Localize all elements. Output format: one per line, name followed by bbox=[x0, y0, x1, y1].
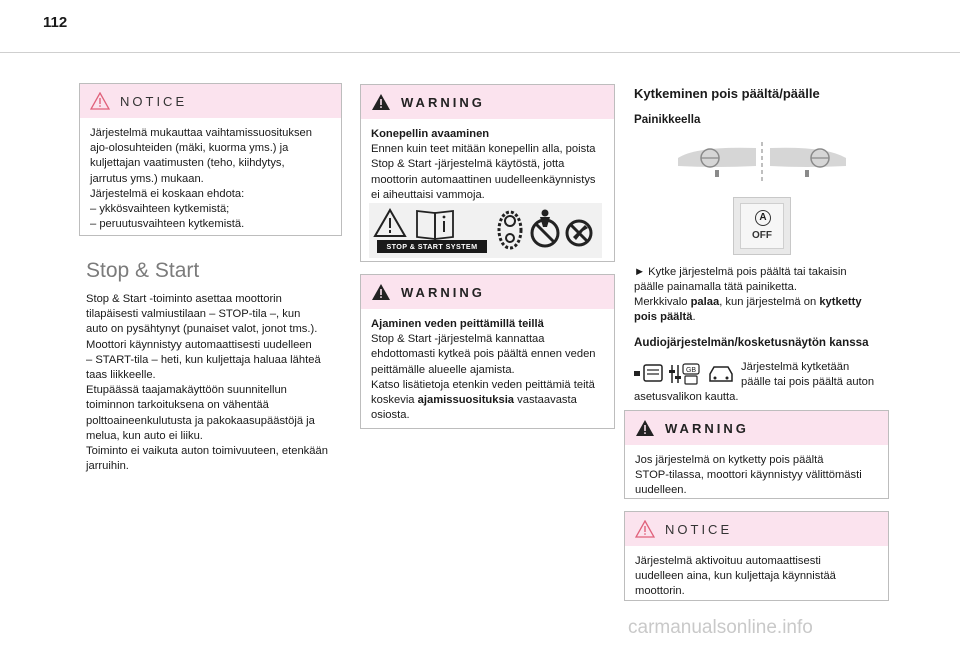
button-face bbox=[740, 203, 784, 249]
indicator-text bbox=[634, 295, 894, 325]
notice-body bbox=[80, 118, 341, 232]
indicator-text-a: Merkkivalo bbox=[634, 296, 691, 308]
warning-text: Ennen kuin teet mitään konepellin alla, poista Stop & Start -järjestelmä käytöstä, jotta moottorin automaattinen uudelleenkäynnistys ei aiheuttaisi vammoja. bbox=[371, 143, 596, 201]
warning-body-3 bbox=[625, 445, 888, 499]
notice-label-2: NOTICE bbox=[665, 521, 733, 537]
warning-title: Konepellin avaaminen bbox=[371, 128, 490, 140]
page-number: 112 bbox=[43, 14, 68, 31]
notice-triangle-icon bbox=[90, 92, 110, 110]
stop-start-off-button[interactable] bbox=[733, 197, 791, 255]
notice-triangle-icon bbox=[635, 520, 655, 538]
notice-body-2 bbox=[625, 546, 888, 600]
audio-instruction-text: Järjestelmä kytketään päälle tai pois päältä auton bbox=[741, 361, 875, 389]
indicator-text-e: . bbox=[692, 311, 696, 324]
audio-instruction-text-2: asetusvalikon kautta. bbox=[634, 391, 739, 403]
gb-screen-text: GB bbox=[685, 367, 697, 374]
warning-box-water bbox=[360, 274, 615, 429]
warning-header bbox=[361, 85, 614, 119]
warning-header-2 bbox=[361, 275, 614, 309]
heading-off-on: Kytkeminen pois päältä/päälle bbox=[634, 86, 820, 101]
warning-label: WARNING bbox=[401, 94, 485, 110]
header-divider bbox=[0, 52, 960, 53]
stop-start-description: Stop & Start -toiminto asettaa moottorin tilapäisesti valmiustilaan – STOP-tila –, kun auto on pysähtynyt (punaiset valot, jonot tms.). Moottori käynnistyy automaattisesti uudelleen – START-tila – heti, kun kuljettaja haluaa lähteä taas liikkeelle. Etupäässä taajamakäyttöön suunnitellun toiminnon tarkoituksena on vähentää polttoaineenkulutusta ja pakokaasupäästöjä ja melua, kun auto ei liiku. Toiminto ei vaikuta auton toimivuuteen, etenkään jarruihin. bbox=[86, 293, 328, 473]
settings-menu-icons bbox=[634, 362, 734, 386]
warning-text-2 bbox=[371, 332, 604, 423]
notice-text: Järjestelmä mukauttaa vaihtamissuosituksen ajo-olosuhteiden (mäki, kuorma yms.) ja kuljettajan vaatimusten (teho, kiihdytys, jarrutus yms.) mukaan. Järjestelmä ei koskaan ehdota: – ykkösvaihteen kytkemistä; – peruutusvaihteen kytkemistä. bbox=[90, 127, 312, 231]
notice-header-2 bbox=[625, 512, 888, 546]
section-title-stop-start: Stop & Start bbox=[86, 259, 200, 282]
notice-header bbox=[80, 84, 341, 118]
warning-box-stop-mode bbox=[624, 410, 889, 499]
warning-triangle-icon bbox=[635, 419, 655, 437]
subheading-audio: Audiojärjestelmän/kosketusnäytön kanssa bbox=[634, 336, 869, 349]
warning-triangle-icon bbox=[371, 283, 391, 301]
notice-label: NOTICE bbox=[120, 93, 188, 109]
warning-label-2: WARNING bbox=[401, 284, 485, 300]
warning-text-2-bold: ajamissuosituksia bbox=[417, 394, 515, 407]
warning-header-3 bbox=[625, 411, 888, 445]
warning-body-2 bbox=[361, 309, 614, 423]
instruction-text: ► Kytke järjestelmä pois päältä tai takaisin päälle painamalla tätä painiketta. bbox=[634, 266, 847, 294]
warning-triangle-icon bbox=[371, 93, 391, 111]
warning-text-2-tail: vastaavasta osiosta. bbox=[371, 394, 577, 422]
notice-box-reactivation bbox=[624, 511, 889, 601]
dashboard-location-icons bbox=[676, 138, 848, 186]
warning-text-3: Jos järjestelmä on kytketty pois päältä STOP-tilassa, moottori käynnistyy välittömästi uudelleen. bbox=[635, 454, 862, 497]
warning-body bbox=[361, 119, 614, 203]
warning-title-2: Ajaminen veden peittämillä teillä bbox=[371, 318, 544, 330]
button-off-label: OFF bbox=[752, 230, 772, 241]
warning-text-2-main: Stop & Start -järjestelmä kannattaa ehdottomasti kytkeä pois päältä ennen veden peittämälle alueelle ajamista. Katso lisätietoja etenkin veden peittämiä teitä koskevia bbox=[371, 333, 596, 407]
subheading-button: Painikkeella bbox=[634, 113, 701, 126]
warning-label-3: WARNING bbox=[665, 420, 749, 436]
auto-stop-icon: A bbox=[755, 210, 771, 226]
notice-text-2: Järjestelmä aktivoituu automaattisesti uudelleen aina, kun kuljettaja käynnistää moottorin. bbox=[635, 555, 836, 598]
watermark: carmanualsonline.info bbox=[628, 617, 813, 638]
indicator-text-bold-2: kytketty pois päältä bbox=[634, 296, 862, 324]
indicator-text-c: , kun järjestelmä on bbox=[719, 296, 820, 308]
notice-box-gear bbox=[79, 83, 342, 236]
indicator-text-bold: palaa bbox=[690, 296, 720, 308]
stop-start-system-label: STOP & START SYSTEM bbox=[377, 240, 487, 253]
